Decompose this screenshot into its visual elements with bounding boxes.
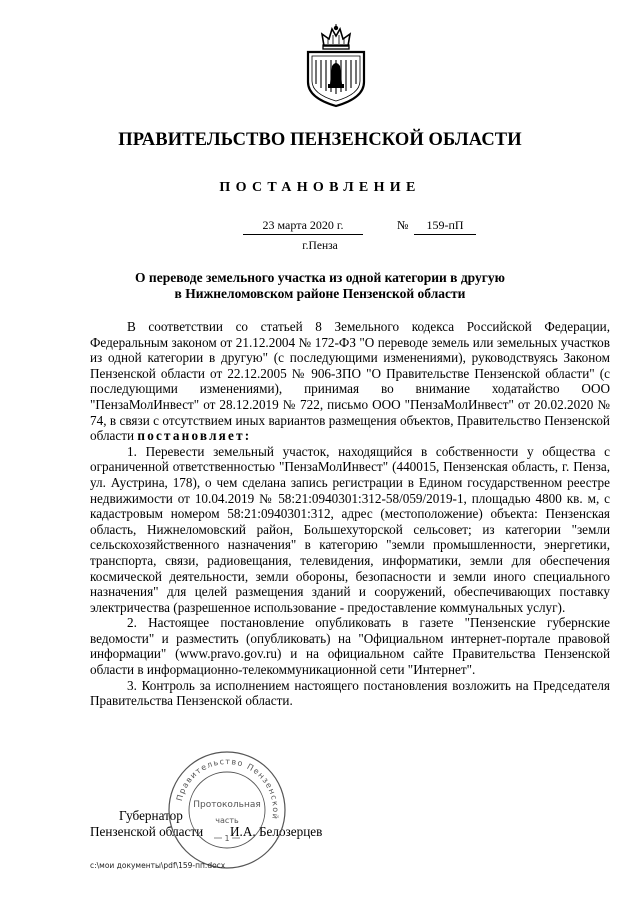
number-sign: № bbox=[397, 218, 409, 232]
official-stamp bbox=[166, 749, 288, 871]
document-body bbox=[90, 319, 610, 709]
subject-line-1: О переводе земельного участка из одной категории в другую bbox=[135, 270, 505, 285]
file-path-footer: c:\мои документы\pdf\159-пп.docx bbox=[90, 861, 226, 870]
stamp-number: 1 bbox=[224, 834, 230, 843]
stamp-line-1: Протокольная bbox=[193, 800, 261, 810]
item-2-paragraph: 2. Настоящее постановление опубликовать в газете "Пензенские губернские ведомости" и разместить (опубликовать) на "Официальном интернет-портале правовой информации" (www.pravo.gov.ru) и на официальном сайте Правительства Пензенской области в информационно-телекоммуникационной сети "Интернет". bbox=[90, 615, 610, 678]
stamp-ring-text: Правительство Пензенской bbox=[174, 756, 281, 821]
item-3-paragraph: 3. Контроль за исполнением настоящего постановления возложить на Председателя Правительства Пензенской области. bbox=[90, 677, 610, 709]
coat-of-arms-emblem bbox=[302, 24, 370, 108]
subject-line-2: в Нижнеломовском районе Пензенской области bbox=[174, 286, 466, 301]
item-1-paragraph: 1. Перевести земельный участок, находящийся в собственности у общества с ограниченной ответственностью "ПензаМолИнвест" (440015, Пензенская область, г. Пенза, ул. Аустрина, 178), о чем сделана запись регистрации в Едином государственном реестре недвижимости от 10.04.2019 № 58:21:0940301:312-58/059/2019-1, площадью 4800 кв. м, с кадастровым номером 58:21:0940301:312, адрес (местоположение) объекта: Пензенская область, Нижнеломовский район, Большехуторской сельсовет; из категории "земли сельскохозяйственного назначения" в категорию "земли промышленности, энергетики, транспорта, связи, радиовещания, телевидения, информатики, земли для обеспечения космической деятельности, земли обороны, безопасности и земли иного специального назначения" для целей размещения зданий и сооружений, обеспечивающих поставку электричества (разрешенное использование - предоставление коммунальных услуг). bbox=[90, 443, 610, 615]
document-number: 159-пП bbox=[414, 218, 476, 235]
signature-title-line-2: Пензенской области bbox=[90, 824, 204, 839]
preamble-paragraph bbox=[90, 319, 610, 444]
organization-title: ПРАВИТЕЛЬСТВО ПЕНЗЕНСКОЙ ОБЛАСТИ bbox=[118, 130, 522, 150]
signatory-name: И.А. Белозерцев bbox=[230, 824, 323, 839]
signature-title-line-1: Губернатор bbox=[119, 808, 183, 823]
document-date: 23 марта 2020 г. bbox=[243, 218, 363, 235]
document-city: г.Пенза bbox=[302, 240, 338, 252]
document-subject bbox=[0, 270, 640, 302]
preamble-text: В соответствии со статьей 8 Земельного кодекса Российской Федерации, Федеральным законом от 21.12.2004 № 172-ФЗ "О переводе земель или земельных участков из одной категории в другую" (с последующими изменениями), руководствуясь Законом Пензенской области от 22.12.2005 № 906-ЗПО "О Правительстве Пензенской области" (с последующими изменениями), принимая во внимание ходатайство ООО "ПензаМолИнвест" от 28.12.2019 № 722, письмо ООО "ПензаМолИнвест" от 20.02.2020 № 74, в связи с отсутствием иных вариантов размещения объектов, Правительство Пензенской области bbox=[90, 319, 610, 444]
stamp-line-2: часть bbox=[215, 816, 239, 825]
resolves-word: постановляет: bbox=[137, 428, 252, 444]
document-type: ПОСТАНОВЛЕНИЕ bbox=[219, 180, 421, 195]
